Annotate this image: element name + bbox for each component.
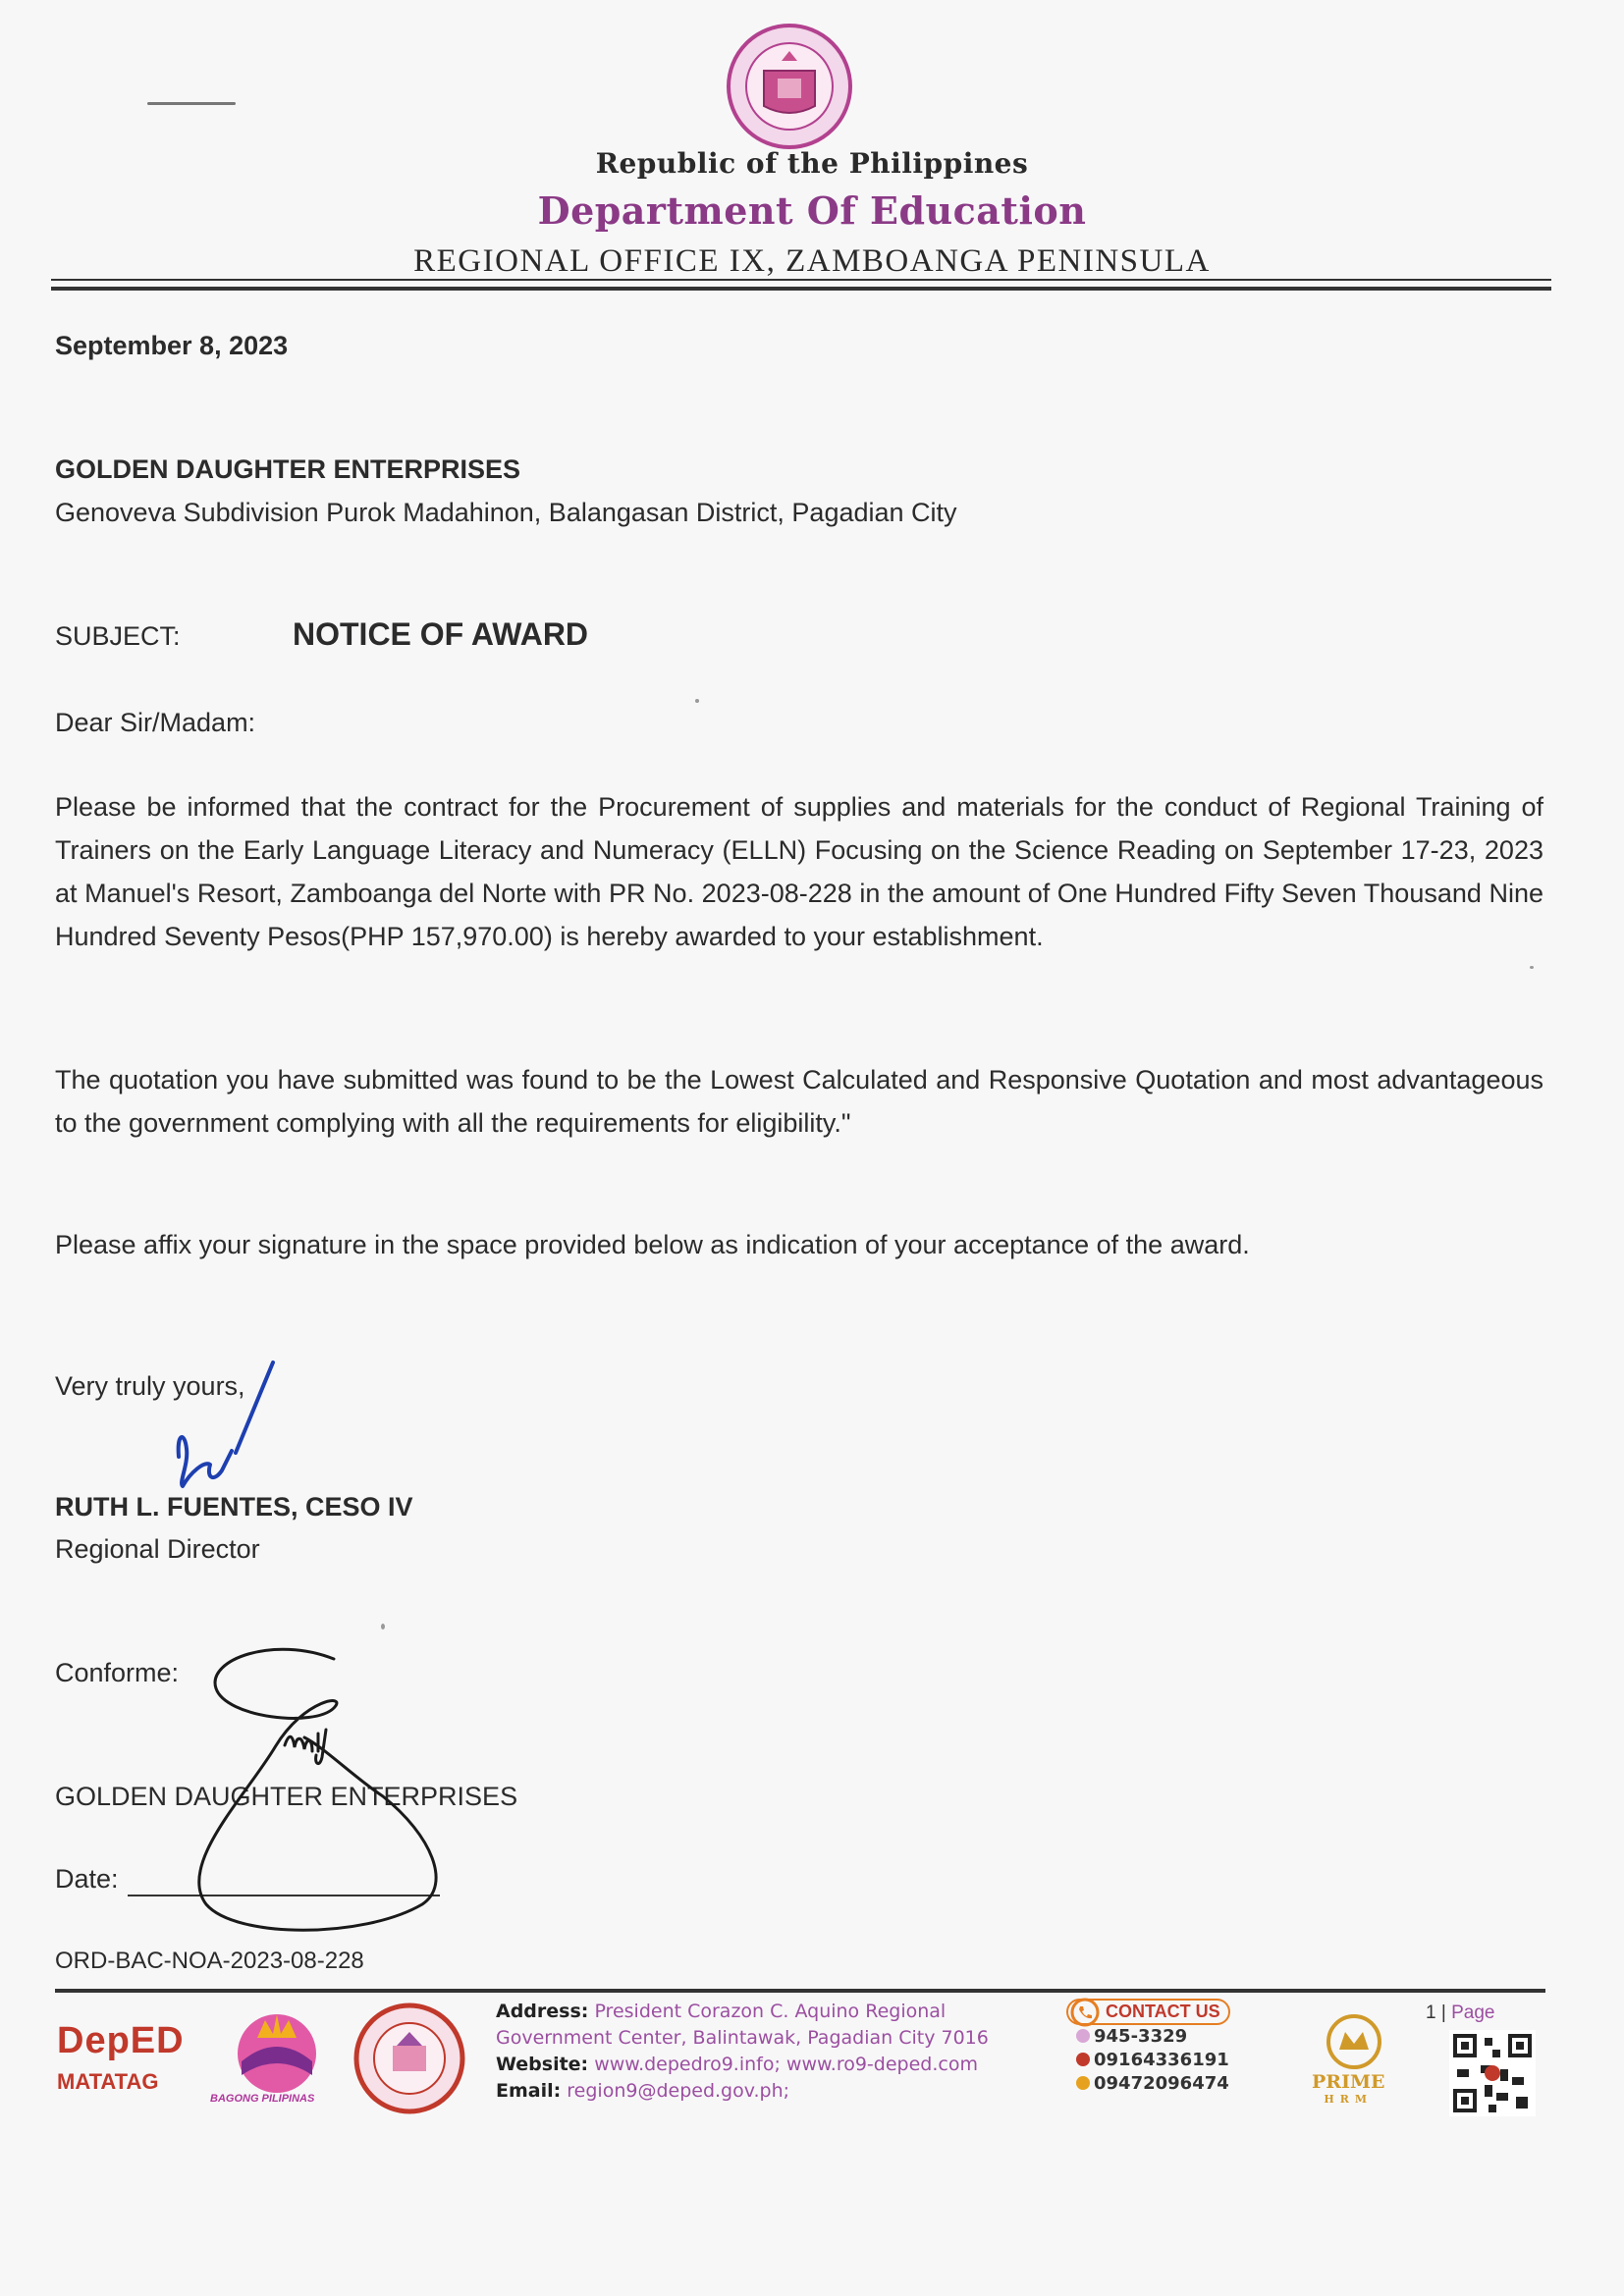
body-paragraph-signature: Please affix your signature in the space provided below as indication of your acceptance of the award. bbox=[55, 1230, 1250, 1259]
mobile-smart bbox=[1066, 2049, 1263, 2072]
conforme-signature bbox=[187, 1639, 442, 1934]
bagong-pilipinas-logo-icon bbox=[208, 2004, 346, 2107]
body-paragraph-award: Please be informed that the contract for the Procurement of supplies and materials for the conduct of Regional Training of Trainers on the Early Language Literacy and Numeracy (ELLN) Focusing on the Science Reading on September 17-23, 2023 at Manuel's Resort, Zamboanga del Norte with PR No. 2023-08-228 in the amount of One Hundred Fifty Seven Thousand Nine Hundred Seventy Pesos(PHP 157,970.00) is hereby awarded to your establishment. bbox=[55, 792, 1543, 951]
scan-speck bbox=[695, 699, 699, 703]
scan-speck bbox=[381, 1624, 385, 1629]
mobile-number-2: 09472096474 bbox=[1094, 2073, 1229, 2094]
qr-code-icon bbox=[1449, 2030, 1536, 2116]
email-value: region9@deped.gov.ph; bbox=[567, 2080, 790, 2102]
matatag-logo: MATATAG bbox=[57, 2069, 159, 2094]
email-label: Email: bbox=[496, 2080, 562, 2102]
contact-us-heading bbox=[1066, 1999, 1230, 2025]
prime-label bbox=[1312, 2071, 1384, 2106]
scan-speck bbox=[1530, 966, 1534, 969]
recipient-name: GOLDEN DAUGHTER ENTERPRISES bbox=[55, 454, 521, 484]
mobile-globe bbox=[1066, 2072, 1263, 2096]
mobile-icon bbox=[1076, 2076, 1090, 2090]
signer-name: RUTH L. FUENTES, CESO IV bbox=[55, 1492, 413, 1522]
contact-us-block bbox=[1066, 1999, 1263, 2096]
subject-label: SUBJECT: bbox=[55, 621, 181, 651]
closing: Very truly yours, bbox=[55, 1371, 245, 1401]
header-rule-thick bbox=[51, 287, 1551, 291]
regional-office-heading: REGIONAL OFFICE IX, ZAMBOANGA PENINSULA bbox=[413, 243, 1211, 279]
bagong-pilipinas-label: BAGONG PILIPINAS bbox=[210, 2093, 315, 2105]
reference-number: ORD-BAC-NOA-2023-08-228 bbox=[55, 1948, 364, 1974]
letter-date: September 8, 2023 bbox=[55, 331, 289, 360]
deped-seal-icon bbox=[725, 22, 854, 151]
prime-sub: HRM bbox=[1324, 2093, 1374, 2106]
address-line-2: Government Center, Balintawak, Pagadian City 7016 bbox=[496, 2027, 989, 2049]
page-number-value: 1 bbox=[1426, 2002, 1436, 2023]
department-heading: Department Of Education bbox=[537, 188, 1087, 233]
prime-text: PRIME bbox=[1312, 2071, 1385, 2093]
body-paragraph-quotation: The quotation you have submitted was found to be the Lowest Calculated and Responsive Quotation and most advantageous to the government complying with all the requirements for eligibility." bbox=[55, 1065, 1543, 1138]
website-label: Website: bbox=[496, 2054, 589, 2075]
mobile-icon bbox=[1076, 2053, 1090, 2066]
page-label: Page bbox=[1451, 2002, 1495, 2023]
address-line-1: President Corazon C. Aquino Regional bbox=[594, 2001, 947, 2022]
contact-us-label: CONTACT US bbox=[1106, 2002, 1220, 2021]
republic-heading: Republic of the Philippines bbox=[595, 147, 1029, 180]
landline-number: 945-3329 bbox=[1094, 2026, 1188, 2047]
mobile-number-1: 09164336191 bbox=[1094, 2050, 1229, 2070]
subject-title: NOTICE OF AWARD bbox=[293, 616, 589, 652]
conforme-label: Conforme: bbox=[55, 1658, 180, 1687]
website-value: www.depedro9.info; www.ro9-deped.com bbox=[594, 2054, 978, 2075]
phone-icon bbox=[1070, 1998, 1100, 2027]
deped-round-seal-icon bbox=[353, 2002, 465, 2114]
salutation: Dear Sir/Madam: bbox=[55, 708, 256, 737]
landline bbox=[1066, 2025, 1263, 2049]
footer-rule bbox=[55, 1989, 1545, 1993]
address-label: Address: bbox=[496, 2001, 589, 2022]
header-rule-thin bbox=[51, 279, 1551, 281]
date-label: Date: bbox=[55, 1864, 119, 1894]
conforme-company: GOLDEN DAUGHTER ENTERPRISES bbox=[55, 1782, 518, 1811]
footer-address-block bbox=[496, 1999, 989, 2105]
recipient-address: Genoveva Subdivision Purok Madahinon, Balangasan District, Pagadian City bbox=[55, 498, 957, 527]
page-number: 1 | Page bbox=[1426, 2002, 1495, 2023]
deped-logo: DepED bbox=[57, 2020, 185, 2061]
scan-mark bbox=[147, 102, 236, 105]
phone-icon bbox=[1076, 2029, 1090, 2043]
signer-title: Regional Director bbox=[55, 1534, 260, 1564]
